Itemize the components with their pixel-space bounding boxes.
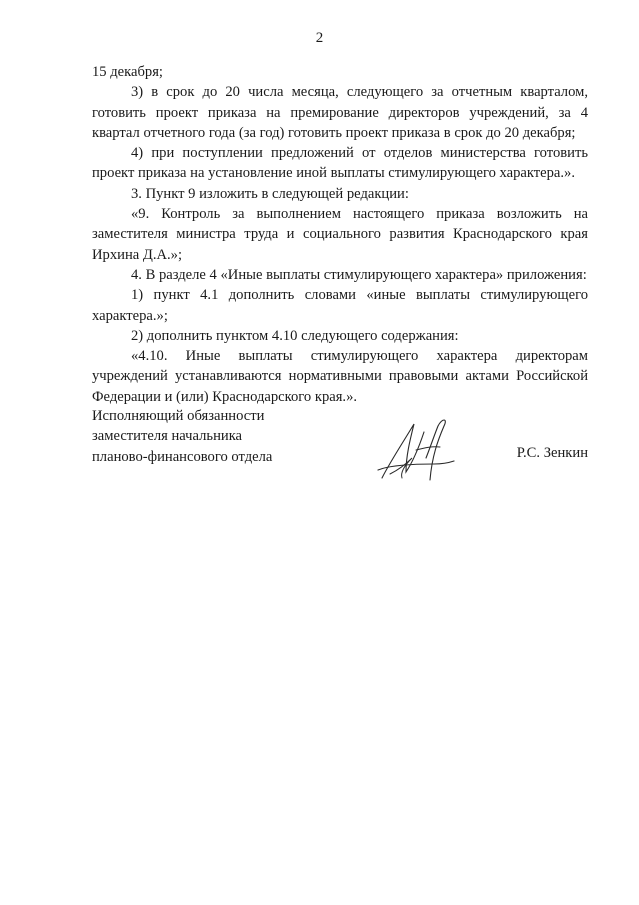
paragraph-1: 15 декабря; <box>92 64 163 80</box>
paragraph-4: 3. Пункт 9 изложить в следующей редакции: <box>131 185 409 202</box>
signature-block <box>92 406 588 486</box>
paragraph-9: «4.10. Иные выплаты стимулирующего характера директорам учреждений устанавливаются нормативными правовыми актами Российской Федерации и (или) Краснодарского края.». <box>92 348 588 405</box>
signer-title <box>92 406 272 467</box>
paragraph-6: 4. В разделе 4 «Иные выплаты стимулирующего характера» приложения: <box>131 266 587 283</box>
paragraph-3: 4) при поступлении предложений от отделов министерства готовить проект приказа на установление иной выплаты стимулирующего характера.». <box>92 145 588 182</box>
document-body <box>92 62 588 407</box>
page-number: 2 <box>315 30 324 46</box>
paragraph-5: «9. Контроль за выполнением настоящего приказа возложить на заместителя министра труда и социального развития Краснодарского края Ирхина Д.А.»; <box>92 206 588 263</box>
paragraph-2: 3) в срок до 20 числа месяца, следующего за отчетным кварталом, готовить проект приказа на премирование директоров учреждений, за 4 квартал отчетного года (за год) готовить проект приказа в срок до 20 декабря; <box>92 84 588 141</box>
signer-title-line: Исполняющий обязанности <box>92 408 265 424</box>
signer-title-line: планово-финансового отдела <box>92 448 273 465</box>
handwritten-signature-icon <box>376 414 456 486</box>
signer-title-line: заместителя начальника <box>92 428 243 445</box>
paragraph-8: 2) дополнить пунктом 4.10 следующего содержания: <box>131 327 459 344</box>
paragraph-7: 1) пункт 4.1 дополнить словами «иные выплаты стимулирующего характера.»; <box>92 287 588 324</box>
signer-name: Р.С. Зенкин <box>516 445 588 461</box>
